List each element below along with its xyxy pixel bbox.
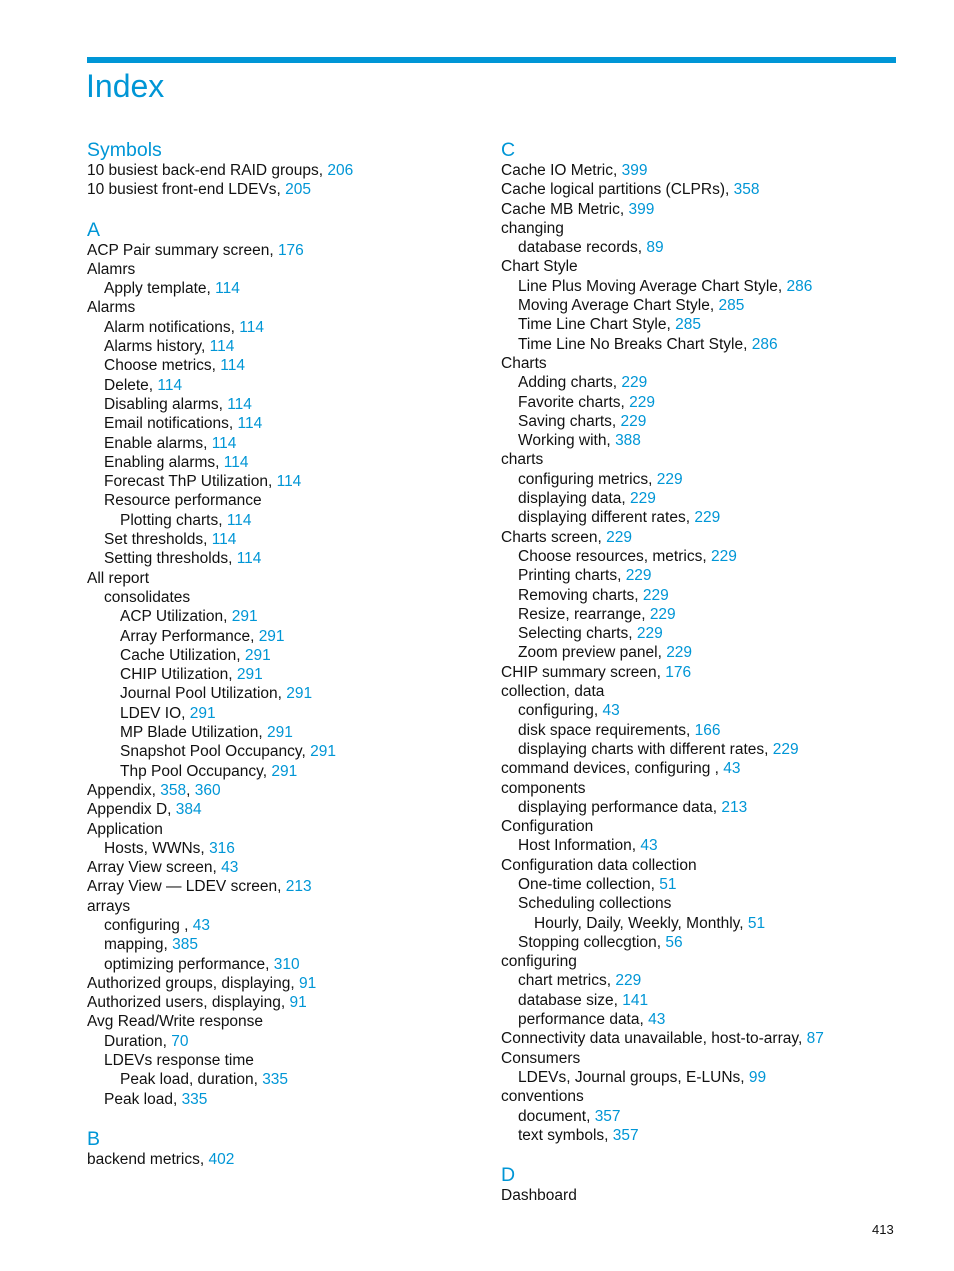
page-link[interactable]: 114: [276, 473, 302, 491]
index-term: All report: [87, 569, 150, 587]
index-term: mapping,: [104, 936, 173, 954]
index-term: Choose metrics,: [104, 357, 221, 375]
index-term: Saving charts,: [518, 412, 621, 430]
index-entry: [87, 337, 487, 356]
page-link[interactable]: 43: [221, 859, 239, 877]
index-entry: [501, 836, 901, 855]
index-entry: [87, 1012, 487, 1031]
page-link[interactable]: 291: [189, 704, 216, 722]
index-term: Consumers: [501, 1049, 581, 1067]
index-entry: [501, 971, 901, 990]
page-link[interactable]: 316: [209, 839, 235, 857]
index-entry: [501, 701, 901, 720]
index-term: Cache MB Metric,: [501, 200, 629, 218]
top-rule: [87, 57, 896, 63]
index-entry: [501, 1029, 901, 1048]
index-entry: [501, 1186, 901, 1205]
index-entry: [87, 935, 487, 954]
page-link[interactable]: 310: [273, 955, 300, 973]
page-link[interactable]: 357: [612, 1126, 639, 1144]
index-entry: [87, 974, 487, 993]
index-entry: [87, 607, 487, 626]
page-link[interactable]: 229: [621, 374, 648, 392]
index-entry: [501, 856, 901, 875]
index-entry: [87, 453, 487, 472]
index-entry: [501, 566, 901, 585]
index-entry: [501, 528, 901, 547]
index-term: chart metrics,: [518, 972, 616, 990]
page-title: Index: [86, 68, 165, 104]
section-letter: C: [501, 139, 516, 161]
page-link[interactable]: 176: [665, 663, 692, 681]
index-entry: [87, 1150, 487, 1169]
page-link[interactable]: 205: [285, 181, 312, 199]
index-entry: [87, 318, 487, 337]
page-link[interactable]: 43: [723, 760, 741, 778]
index-term: displaying data,: [518, 490, 631, 508]
index-entry: [501, 1068, 901, 1087]
index-section: [501, 1164, 901, 1205]
index-term: Alamrs: [87, 260, 136, 278]
index-entry: [87, 723, 487, 742]
page-link[interactable]: 114: [157, 376, 183, 394]
index-entry: [87, 665, 487, 684]
index-term: Charts: [501, 354, 547, 372]
index-entry: [87, 1090, 487, 1109]
index-section: [501, 139, 901, 1145]
page-link[interactable]: 89: [646, 239, 664, 257]
index-term: Set thresholds,: [104, 531, 212, 549]
page-link[interactable]: 229: [656, 470, 683, 488]
index-term: ACP Pair summary screen,: [87, 241, 278, 259]
page-separator: ,: [186, 781, 195, 799]
index-term: Connectivity data unavailable, host-to-array,: [501, 1030, 807, 1048]
index-entry: [501, 605, 901, 624]
index-entry: [87, 511, 487, 530]
index-term: Time Line Chart Style,: [518, 316, 676, 334]
index-term: database records,: [518, 239, 647, 257]
index-entry: [501, 277, 901, 296]
index-term: Cache logical partitions (CLPRs),: [501, 181, 734, 199]
index-entry: [87, 955, 487, 974]
index-entry: [501, 431, 901, 450]
page-link[interactable]: 114: [239, 318, 264, 336]
index-term: database size,: [518, 991, 623, 1009]
index-entry: [87, 472, 487, 491]
index-term: displaying charts with different rates,: [518, 740, 773, 758]
index-entry: [501, 721, 901, 740]
page-link[interactable]: 114: [215, 280, 240, 298]
page-link[interactable]: 99: [748, 1068, 767, 1086]
index-entry: [87, 897, 487, 916]
index-term: CHIP summary screen,: [501, 663, 666, 681]
index-entry: [501, 798, 901, 817]
page-link[interactable]: 229: [642, 586, 669, 604]
page-link[interactable]: 229: [629, 393, 655, 411]
index-term: Configuration data collection: [501, 856, 697, 874]
page-link[interactable]: 56: [665, 933, 683, 951]
page-link[interactable]: 229: [630, 490, 656, 508]
index-term: Printing charts,: [518, 567, 626, 585]
page-link[interactable]: 291: [286, 685, 313, 703]
page-link[interactable]: 229: [772, 740, 799, 758]
index-term: Authorized groups, displaying,: [87, 974, 299, 992]
index-entry: [87, 858, 487, 877]
index-term: Duration,: [104, 1032, 172, 1050]
index-term: 10 busiest back-end RAID groups,: [87, 162, 328, 179]
index-term: Working with,: [518, 432, 616, 450]
index-term: text symbols,: [518, 1126, 613, 1144]
index-entry: [87, 161, 487, 180]
index-entry: [87, 684, 487, 703]
index-term: Journal Pool Utilization,: [120, 685, 287, 703]
index-term: Forecast ThP Utilization,: [104, 473, 277, 491]
index-entry: [501, 682, 901, 701]
index-entry: [87, 569, 487, 588]
index-section: [87, 1128, 487, 1169]
index-term: Alarm notifications,: [104, 318, 240, 336]
page-link[interactable]: 166: [694, 721, 721, 739]
page-link[interactable]: 114: [227, 395, 252, 413]
index-entry: [87, 839, 487, 858]
index-entry: [87, 180, 487, 199]
index-entry: [87, 414, 487, 433]
section-letter: D: [501, 1164, 516, 1187]
index-term: performance data,: [518, 1011, 649, 1029]
index-term: CHIP Utilization,: [120, 666, 237, 684]
index-term: Peak load, duration,: [120, 1071, 263, 1089]
index-entry: [87, 1070, 487, 1089]
index-term: LDEVs, Journal groups, E-LUNs,: [518, 1068, 749, 1086]
index-entry: [501, 817, 901, 836]
page-link[interactable]: 114: [211, 531, 237, 549]
page-link[interactable]: 229: [606, 528, 632, 546]
index-term: ACP Utilization,: [120, 608, 232, 626]
index-entry: [501, 547, 901, 566]
index-term: Chart Style: [501, 258, 578, 276]
page-link[interactable]: 51: [659, 875, 677, 893]
page-link[interactable]: 206: [327, 162, 354, 179]
index-entry: [87, 260, 487, 279]
index-term: Disabling alarms,: [104, 395, 228, 413]
index-term: Line Plus Moving Average Chart Style,: [518, 277, 787, 295]
page-link[interactable]: 291: [310, 743, 337, 761]
page-link[interactable]: 229: [615, 972, 642, 990]
index-entry: [87, 762, 487, 781]
index-term: Authorized users, displaying,: [87, 994, 290, 1012]
index-term: Moving Average Chart Style,: [518, 297, 719, 315]
index-term: Selecting charts,: [518, 625, 637, 643]
index-entry: [501, 470, 901, 489]
index-entry: [87, 1032, 487, 1051]
index-entry: [87, 993, 487, 1012]
index-term: Charts screen,: [501, 528, 607, 546]
index-term: configuring ,: [104, 916, 193, 934]
index-term: Array View — LDEV screen,: [87, 878, 286, 896]
page-link[interactable]: 291: [267, 724, 293, 742]
index-entry: [87, 916, 487, 935]
page-link[interactable]: 360: [194, 781, 221, 799]
index-entry: [501, 991, 901, 1010]
index-entry: [87, 491, 487, 510]
index-entry: [501, 1010, 901, 1029]
page-link[interactable]: 43: [648, 1011, 666, 1029]
index-entry: [501, 586, 901, 605]
page-link[interactable]: 114: [236, 550, 262, 568]
index-entry: [87, 434, 487, 453]
index-entry: [501, 315, 901, 334]
index-entry: [87, 530, 487, 549]
index-term: conventions: [501, 1088, 584, 1106]
index-entry: [501, 508, 901, 527]
index-term: Host Information,: [518, 837, 641, 855]
page-link[interactable]: 229: [625, 567, 652, 585]
index-term: Cache IO Metric,: [501, 162, 622, 179]
index-entry: [87, 627, 487, 646]
page-link[interactable]: 141: [622, 991, 649, 1009]
index-entry: [501, 373, 901, 392]
index-entry: [501, 759, 901, 778]
index-term: Scheduling collections: [518, 895, 672, 913]
page-link[interactable]: 213: [285, 878, 312, 896]
section-letter: A: [87, 218, 101, 241]
index-term: backend metrics,: [87, 1150, 209, 1168]
index-entry: [501, 624, 901, 643]
index-term: Snapshot Pool Occupancy,: [120, 743, 311, 761]
page-link[interactable]: 402: [208, 1150, 235, 1168]
index-column-left: [87, 139, 487, 1188]
index-term: Appendix,: [87, 781, 161, 799]
index-term: Hosts, WWNs,: [104, 839, 210, 857]
page-link[interactable]: 291: [244, 646, 271, 664]
index-entry: [87, 800, 487, 819]
index-term: Thp Pool Occupancy,: [120, 762, 272, 780]
section-letter: Symbols: [87, 139, 162, 161]
index-entry: [501, 875, 901, 894]
page-link[interactable]: 213: [721, 798, 748, 816]
page-link[interactable]: 286: [786, 277, 813, 295]
page-link[interactable]: 291: [258, 627, 285, 645]
page-link[interactable]: 229: [636, 625, 663, 643]
page-link[interactable]: 229: [710, 547, 737, 565]
index-entry: [87, 549, 487, 568]
index-term: Array Performance,: [120, 627, 259, 645]
index-term: Enable alarms,: [104, 434, 212, 452]
index-entry: [87, 298, 487, 317]
index-term: Email notifications,: [104, 415, 238, 433]
index-term: consolidates: [104, 588, 191, 606]
index-entry: [501, 257, 901, 276]
index-term: Application: [87, 820, 163, 838]
index-entry: [501, 1049, 901, 1068]
index-entry: [501, 412, 901, 431]
index-entry: [501, 914, 901, 933]
index-entry: [501, 779, 901, 798]
page-link[interactable]: 114: [211, 434, 237, 452]
index-term: Setting thresholds,: [104, 550, 237, 568]
index-entry: [501, 393, 901, 412]
index-term: Peak load,: [104, 1090, 182, 1108]
index-term: configuring: [501, 953, 577, 971]
index-term: displaying performance data,: [518, 798, 722, 816]
index-term: document,: [518, 1107, 595, 1125]
page-link[interactable]: 291: [236, 666, 263, 684]
index-term: Alarms history,: [104, 338, 210, 356]
page-link[interactable]: 357: [594, 1107, 621, 1125]
index-entry: [501, 1087, 901, 1106]
index-entry: [501, 161, 901, 180]
index-term: Appendix D,: [87, 801, 176, 819]
index-term: components: [501, 779, 586, 797]
page-link[interactable]: 385: [172, 936, 198, 954]
page-link[interactable]: 43: [640, 837, 658, 855]
index-entry: [87, 395, 487, 414]
page-link[interactable]: 285: [718, 297, 745, 315]
index-term: LDEV IO,: [120, 704, 190, 722]
index-term: command devices, configuring ,: [501, 760, 724, 778]
index-term: Time Line No Breaks Chart Style,: [518, 335, 752, 353]
index-term: One-time collection,: [518, 875, 660, 893]
index-entry: [501, 219, 901, 238]
index-column-right: [501, 139, 901, 1224]
page-link[interactable]: 176: [277, 241, 304, 259]
index-entry: [87, 646, 487, 665]
index-term: Zoom preview panel,: [518, 644, 667, 662]
index-entry: [87, 588, 487, 607]
page-link[interactable]: 229: [649, 605, 676, 623]
index-entry: [501, 740, 901, 759]
index-term: Resize, rearrange,: [518, 605, 650, 623]
page-link[interactable]: 114: [223, 453, 249, 471]
page-link[interactable]: 358: [160, 781, 187, 799]
page-link[interactable]: 335: [262, 1071, 289, 1089]
index-entry: [87, 742, 487, 761]
index-term: Array View screen,: [87, 859, 222, 877]
index-term: LDEVs response time: [104, 1052, 254, 1070]
page-link[interactable]: 358: [733, 181, 760, 199]
index-entry: [501, 643, 901, 662]
page-link[interactable]: 114: [209, 338, 235, 356]
index-entry: [87, 820, 487, 839]
index-entry: [501, 200, 901, 219]
page-link[interactable]: 91: [289, 994, 307, 1012]
index-entry: [501, 1126, 901, 1145]
index-entry: [501, 335, 901, 354]
index-entry: [87, 704, 487, 723]
page-link[interactable]: 285: [675, 316, 701, 334]
index-entry: [501, 489, 901, 508]
index-term: charts: [501, 451, 544, 469]
index-term: Delete,: [104, 376, 158, 394]
index-term: Resource performance: [104, 492, 262, 510]
page-link[interactable]: 384: [175, 801, 202, 819]
index-term: Adding charts,: [518, 374, 622, 392]
index-term: changing: [501, 219, 564, 237]
page-link[interactable]: 114: [237, 415, 263, 433]
index-entry: [501, 450, 901, 469]
index-term: Enabling alarms,: [104, 453, 224, 471]
page-link[interactable]: 43: [602, 702, 620, 720]
page-link[interactable]: 399: [628, 200, 655, 218]
index-term: configuring,: [518, 702, 603, 720]
index-term: optimizing performance,: [104, 955, 274, 973]
page-link[interactable]: 114: [220, 357, 246, 375]
index-entry: [501, 933, 901, 952]
index-term: collection, data: [501, 683, 605, 701]
index-section: [87, 219, 487, 1109]
page-link[interactable]: 291: [271, 762, 298, 780]
page-link[interactable]: 388: [615, 432, 641, 450]
page-number: 413: [872, 1222, 894, 1237]
page-link[interactable]: 229: [620, 412, 647, 430]
index-entry: [501, 663, 901, 682]
index-term: arrays: [87, 897, 131, 915]
page-link[interactable]: 229: [666, 644, 693, 662]
index-term: Removing charts,: [518, 586, 643, 604]
index-term: configuring metrics,: [518, 470, 657, 488]
page-link[interactable]: 70: [171, 1032, 189, 1050]
index-entry: [501, 354, 901, 373]
index-entry: [501, 952, 901, 971]
index-section: [87, 139, 487, 200]
index-term: Choose resources, metrics,: [518, 547, 711, 565]
index-entry: [87, 781, 487, 800]
index-term: Apply template,: [104, 280, 216, 298]
page-link[interactable]: 87: [806, 1030, 824, 1048]
index-entry: [501, 180, 901, 199]
index-term: Cache Utilization,: [120, 646, 245, 664]
index-term: Stopping collecgtion,: [518, 933, 666, 951]
index-entry: [87, 241, 487, 260]
page-link[interactable]: 229: [694, 509, 721, 527]
index-term: Dashboard: [501, 1187, 577, 1205]
index-entry: [501, 238, 901, 257]
index-term: displaying different rates,: [518, 509, 695, 527]
index-entry: [87, 1051, 487, 1070]
section-letter: B: [87, 1127, 101, 1150]
page-link[interactable]: 51: [747, 914, 766, 932]
index-term: Hourly, Daily, Weekly, Monthly,: [534, 914, 748, 932]
index-entry: [87, 376, 487, 395]
index-term: Plotting charts,: [120, 511, 227, 529]
index-entry: [87, 279, 487, 298]
page-link[interactable]: 335: [181, 1090, 208, 1108]
page-link[interactable]: 91: [298, 974, 317, 992]
page-link[interactable]: 286: [751, 335, 778, 353]
page-link[interactable]: 43: [192, 916, 210, 934]
index-term: Favorite charts,: [518, 393, 630, 411]
page-link[interactable]: 114: [226, 511, 252, 529]
index-term: Avg Read/Write response: [87, 1013, 264, 1031]
page-link[interactable]: 399: [621, 162, 648, 179]
index-term: MP Blade Utilization,: [120, 724, 268, 742]
index-entry: [501, 1107, 901, 1126]
index-entry: [501, 894, 901, 913]
page-link[interactable]: 291: [231, 608, 258, 626]
index-term: 10 busiest front-end LDEVs,: [87, 181, 286, 199]
index-term: disk space requirements,: [518, 721, 695, 739]
index-entry: [501, 296, 901, 315]
index-entry: [87, 877, 487, 896]
index-term: Configuration: [501, 818, 594, 836]
index-entry: [87, 356, 487, 375]
index-term: Alarms: [87, 299, 136, 317]
